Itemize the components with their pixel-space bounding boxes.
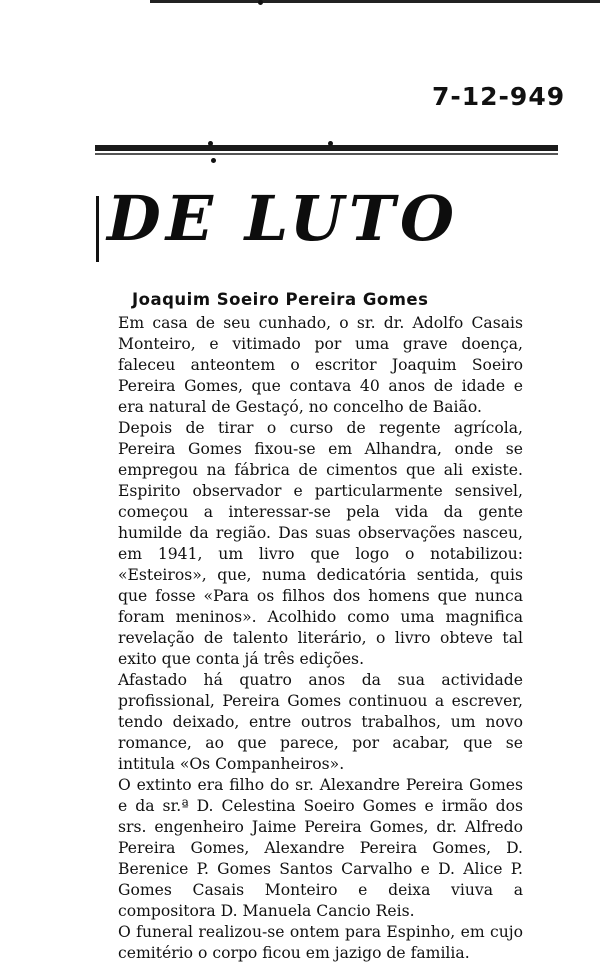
header-rule-thick	[95, 145, 558, 151]
rule-dot-left	[208, 141, 213, 146]
article-body	[118, 313, 523, 964]
top-border-rule	[150, 0, 600, 3]
article-title: Joaquim Soeiro Pereira Gomes	[132, 290, 429, 309]
date-stamp: 7-12-949	[432, 82, 566, 111]
section-title: DE LUTO	[107, 182, 460, 255]
article-paragraph: O funeral realizou-se ontem para Espinho, em cujo cemitério o corpo ficou em jazigo de familia.	[118, 923, 523, 962]
rule-dot-right	[328, 141, 333, 146]
article-paragraph: Depois de tirar o curso de regente agrícola, Pereira Gomes fixou-se em Alhandra, onde se empregou na fábrica de cimentos que ali existe. Espirito observador e particularmente sensivel, começou a interessar-se pela vida da gente humilde da região. Das suas observações nasceu, em 1941, um livro que logo o notabilizou: «Esteiros», que, numa dedicatória sentida, quis que fosse «Para os filhos dos homens que nunca foram meninos». Acolhido como uma magnifica revelação de talento literário, o livro obteve tal exito que conta já três edições.	[118, 419, 523, 668]
section-left-bar	[96, 196, 99, 262]
article-paragraph: Afastado há quatro anos da sua actividade profissional, Pereira Gomes continuou a escrever, tendo deixado, entre outros trabalhos, um novo romance, ao que parece, por acabar, que se intitula «Os Companheiros».	[118, 671, 523, 773]
article-paragraph: O extinto era filho do sr. Alexandre Pereira Gomes e da sr.ª D. Celestina Soeiro Gomes e irmão dos srs. engenheiro Jaime Pereira Gomes, dr. Alfredo Pereira Gomes, Alexandre Pereira Gomes, D. Berenice P. Gomes Santos Carvalho e D. Alice P. Gomes Casais Monteiro e deixa viuva a compositora D. Manuela Cancio Reis.	[118, 776, 523, 920]
ink-speck	[211, 158, 216, 163]
ink-speck	[258, 0, 263, 5]
article-paragraph: Em casa de seu cunhado, o sr. dr. Adolfo Casais Monteiro, e vitimado por uma grave doença, faleceu anteontem o escritor Joaquim Soeiro Pereira Gomes, que contava 40 anos de idade e era natural de Gestaçó, no concelho de Baião.	[118, 314, 523, 416]
header-rule-thin	[95, 153, 558, 155]
